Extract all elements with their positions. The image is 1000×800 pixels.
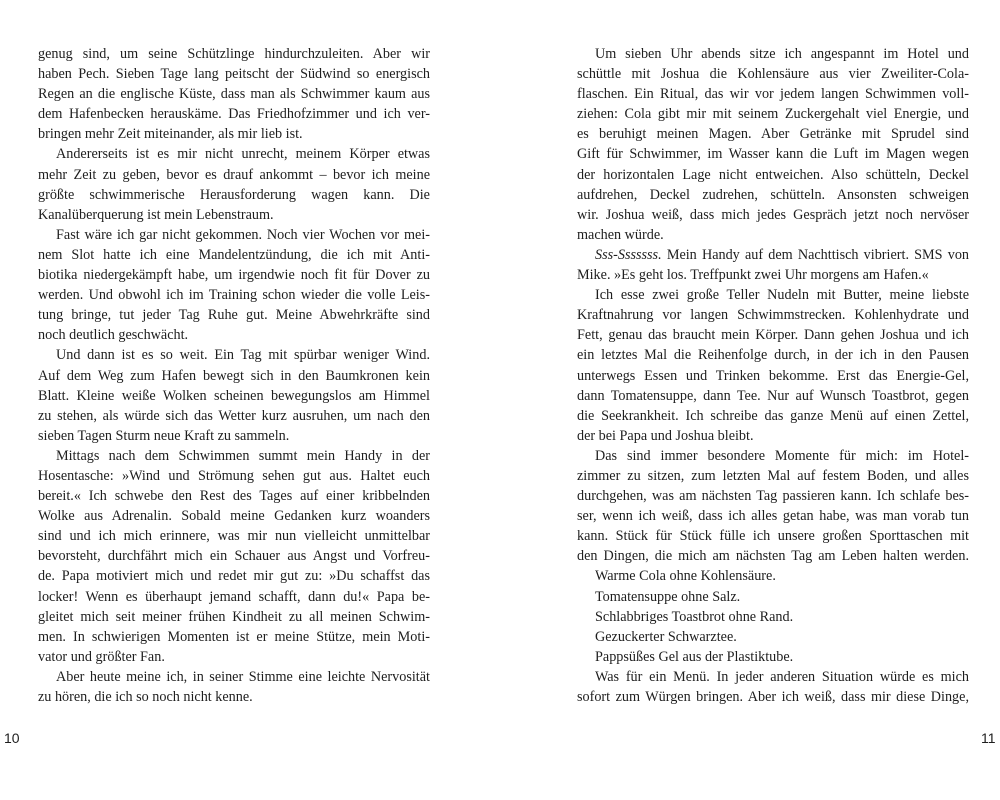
text-line: sieben Tagen Sturm neue Kraft zu sammeln. [38,427,290,444]
text-line: tung bringe, tut jeder Tag Ruhe gut. Meine Abwehrkräfte sind [38,307,430,324]
text-line: Auf dem Weg zum Hafen bewegt sich in den Baumkronen kein [38,367,430,384]
text-line: Ich esse zwei große Teller Nudeln mit Butter, meine liebste [595,287,969,304]
right-page [577,44,969,707]
text-line: Warme Cola ohne Kohlensäure. [595,568,776,585]
text-line: gleitet mich seit meiner frühen Kindheit zu all meinen Schwim- [38,608,430,625]
text-line: dann Tomatensuppe, dann Tee. Nur auf Wunsch Toastbrot, gegen [577,387,969,404]
text-line: Kanalüberquerung ist mein Lebenstraum. [38,206,274,223]
text-line: noch deutlich geschwächt. [38,327,189,344]
text-line: kann. Stück für Stück fülle ich unsere großen Sporttaschen mit [577,528,969,545]
text-line: durchgehen, was am nächsten Tag passieren kann. Ich schlafe bes- [577,488,969,505]
text-line-rest: Mein Handy auf dem Nachttisch vibriert. SMS von [666,246,970,263]
text-line: Und dann ist es so weit. Ein Tag mit spürbar weniger Wind. [56,347,430,364]
text-line: Gift für Schwimmer, im Wasser kann die Luft im Magen wegen [577,146,969,163]
text-line: wir. Joshua weiß, dass mich jedes Gespräch jetzt noch nervöser [577,206,969,223]
text-line: größte schwimmerische Herausforderung wagen kann. Die [38,186,430,203]
text-line: Wolke aus Adrenalin. Sobald meine Gedanken kurz woanders [38,508,430,525]
text-line: mehr Zeit zu geben, bevor es drauf ankommt – bevor ich meine [38,166,430,183]
text-line: der horizontalen Lage nicht entweichen. Also schütteln, Deckel [577,166,969,183]
text-line: Kraftnahrung vor langen Schwimmstrecken. Kohlenhydrate und [577,307,969,324]
text-line: zu hören, die ich so noch nicht kenne. [38,689,253,705]
text-line: unterwegs Essen und Trinken bekomme. Erst das Energie-Gel, [577,367,969,384]
text-line: aufdrehen, Deckel zudrehen, schütteln. Ansonsten schweigen [577,186,969,203]
text-line: Fett, genau das braucht mein Körper. Dann gehen Joshua und ich [577,327,969,344]
text-line: bereit.« Ich schwebe den Rest des Tages auf einer kribbelnden [38,488,430,505]
text-line: vator und größter Fan. [38,648,165,665]
text-line: bevorsteht, durchfährt mich ein Schauer aus Angst und Vorfreu- [38,548,430,565]
text-line: Was für ein Menü. In jeder anderen Situation würde es mich [595,668,969,685]
text-line: men. In schwierigen Momenten ist er meine Stütze, mein Moti- [38,628,430,645]
text-line: Regen an die englische Küste, dass man als Schwimmer kaum aus [38,86,430,103]
text-line: ser, wenn ich weiß, dass ich alles getan habe, was man vorab tun [577,508,969,525]
text-line: Schlabbriges Toastbrot ohne Rand. [595,608,794,625]
text-line: zimmer zu sitzen, zum letzten Mal auf festem Boden, und alles [577,467,969,484]
text-line: Um sieben Uhr abends sitze ich angespannt im Hotel und [595,46,969,62]
text-line: die Seekrankheit. Ich schreibe das ganze Menü auf einen Zettel, [577,407,969,424]
text-line: Blatt. Kleine weiße Wolken scheinen bewegungslos am Himmel [38,387,430,404]
text-line: zu stehen, als würde sich das Wetter kurz ausruhen, um nach den [38,407,430,424]
page-number-right: 11 [981,730,996,746]
text-line: de. Papa motiviert mich und redet mir gut zu: »Du schaffst das [38,568,430,585]
vibration-sound-text: Sss-Sssssss. [595,246,662,263]
text-line: Fast wäre ich gar nicht gekommen. Noch vier Wochen vor mei- [56,226,430,243]
text-line: Aber heute meine ich, in seiner Stimme eine leichte Nervosität [56,668,430,685]
text-line: Mike. »Es geht los. Treffpunkt zwei Uhr morgens am Hafen.« [577,267,929,284]
text-line: ziehen: Cola gibt mir mit seinem Zuckergehalt viel Energie, und [577,106,969,123]
text-line: ein letztes Mal die Reihenfolge durch, in der ich in den Pausen [577,347,969,364]
text-line: Hosentasche: »Wind und Strömung sehen gut aus. Haltet euch [38,467,430,484]
text-line: bringen mehr Zeit miteinander, als mir lieb ist. [38,126,303,143]
text-line: werden. Und obwohl ich im Training schon wieder die volle Leis- [38,287,430,304]
text-line: sofort zum Würgen bringen. Aber ich weiß, dass mir diese Dinge, [577,689,969,705]
text-line: Mittags nach dem Schwimmen summt mein Handy in der [56,447,430,464]
text-line: Andererseits ist es mir nicht unrecht, meinem Körper etwas [56,146,430,163]
text-line: Pappsüßes Gel aus der Plastiktube. [595,648,794,665]
text-line: Tomatensuppe ohne Salz. [595,588,741,605]
text-line: dem Hafenbecken herauskäme. Das Friedhofzimmer und ich ver- [38,106,430,123]
text-line: sind und ich mich erinnere, was mir nun vielleicht unmittelbar [38,528,430,545]
text-line: nem Slot hatte ich eine Mandelentzündung, die ich mit Anti- [38,246,430,263]
text-line: Gezuckerter Schwarztee. [595,628,737,645]
text-line: locker! Wenn es überhaupt jemand schafft, dann du!« Papa be- [38,588,430,605]
text-line: es beruhigt meinen Magen. Aber Getränke mit Sprudel sind [577,126,969,143]
text-line: der bei Papa und Joshua bleibt. [577,427,754,444]
text-line [577,245,969,265]
text-line: machen würde. [577,226,664,243]
text-line: genug sind, um seine Schützlinge hindurchzuleiten. Aber wir [38,46,430,62]
left-page [38,44,430,707]
text-line: flaschen. Ein Ritual, das wir vor jedem langen Schwimmen voll- [577,86,969,103]
text-line: haben Pech. Sieben Tage lang peitscht der Südwind so energisch [38,66,430,83]
text-line: Das sind immer besondere Momente für mich: im Hotel- [595,447,969,464]
text-line: biotika niedergekämpft habe, um irgendwie noch fit für Dover zu [38,267,430,284]
text-line: den Dingen, die mich am nächsten Tag am Leben halten werden. [577,548,969,565]
text-line: schüttle mit Joshua die Kohlensäure aus vier Zweiliter-Cola- [577,66,969,83]
page-number-left: 10 [4,730,20,746]
